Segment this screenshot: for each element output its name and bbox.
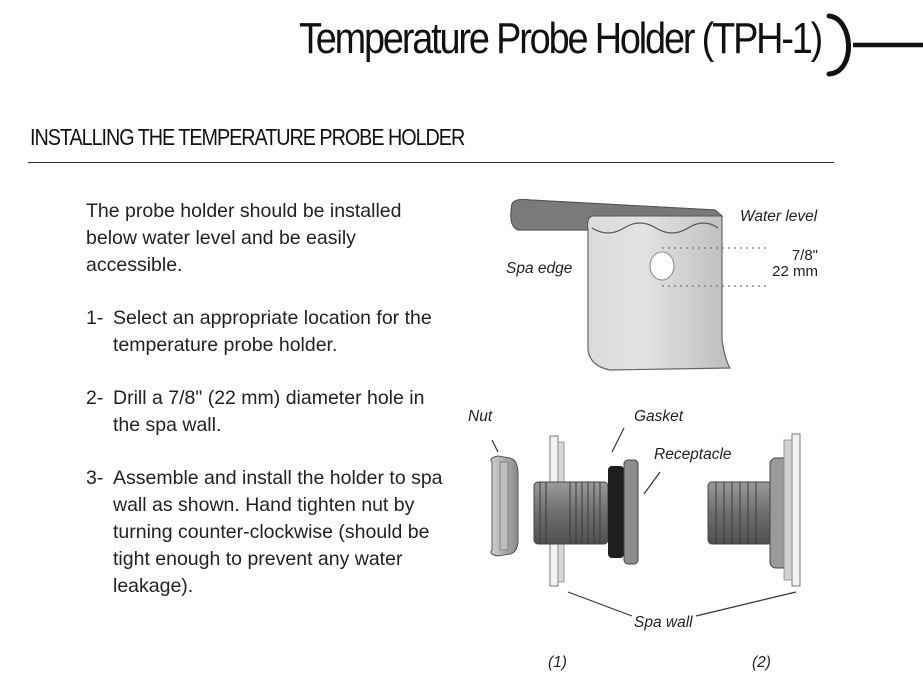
receptacle-leader [644, 472, 660, 494]
figure-2-label: (2) [752, 654, 771, 671]
water-level-label: Water level [740, 208, 818, 225]
installation-diagram [440, 190, 923, 694]
step-text: Drill a 7/8" (22 mm) diameter hole in the spa wall. [113, 387, 425, 436]
step-text: Assemble and install the holder to spa wall as shown. Hand tighten nut by turning counter-clockwise (should be tight enough to prevent any water leakage). [113, 467, 443, 597]
step-number: 3- [86, 467, 104, 489]
spa-wall-leader-2 [696, 592, 796, 616]
nut-leader [492, 440, 498, 452]
dimension-mm: 22 mm [772, 263, 818, 280]
dimension-inches: 7/8" [791, 247, 818, 264]
nut-part [491, 456, 518, 556]
receptacle-label: Receptacle [654, 446, 732, 463]
figure-1-label: (1) [548, 654, 567, 671]
step-text: Select an appropriate location for the temperature probe holder. [113, 307, 432, 356]
assembly-1 [534, 436, 638, 586]
step-3 [86, 465, 446, 600]
gasket-label: Gasket [634, 408, 684, 425]
page-title: Temperature Probe Holder (TPH-1) [298, 14, 821, 63]
section-heading: INSTALLING THE TEMPERATURE PROBE HOLDER [30, 124, 465, 150]
section-divider [28, 162, 834, 163]
nut-label: Nut [468, 408, 493, 425]
step-2 [86, 385, 446, 439]
hole-dimension [770, 248, 818, 280]
spa-edge-label: Spa edge [506, 260, 573, 277]
spa-wall-leader-1 [568, 592, 632, 616]
spa-wall-label: Spa wall [634, 614, 693, 631]
step-number: 2- [86, 387, 104, 409]
spa-edge-panel [511, 200, 770, 371]
title-hook-decoration [823, 12, 923, 78]
step-number: 1- [86, 307, 104, 329]
step-1 [86, 305, 446, 359]
intro-paragraph: The probe holder should be installed below water level and be easily accessible. [86, 200, 402, 276]
gasket-leader [612, 428, 624, 452]
installation-instructions [86, 198, 446, 626]
